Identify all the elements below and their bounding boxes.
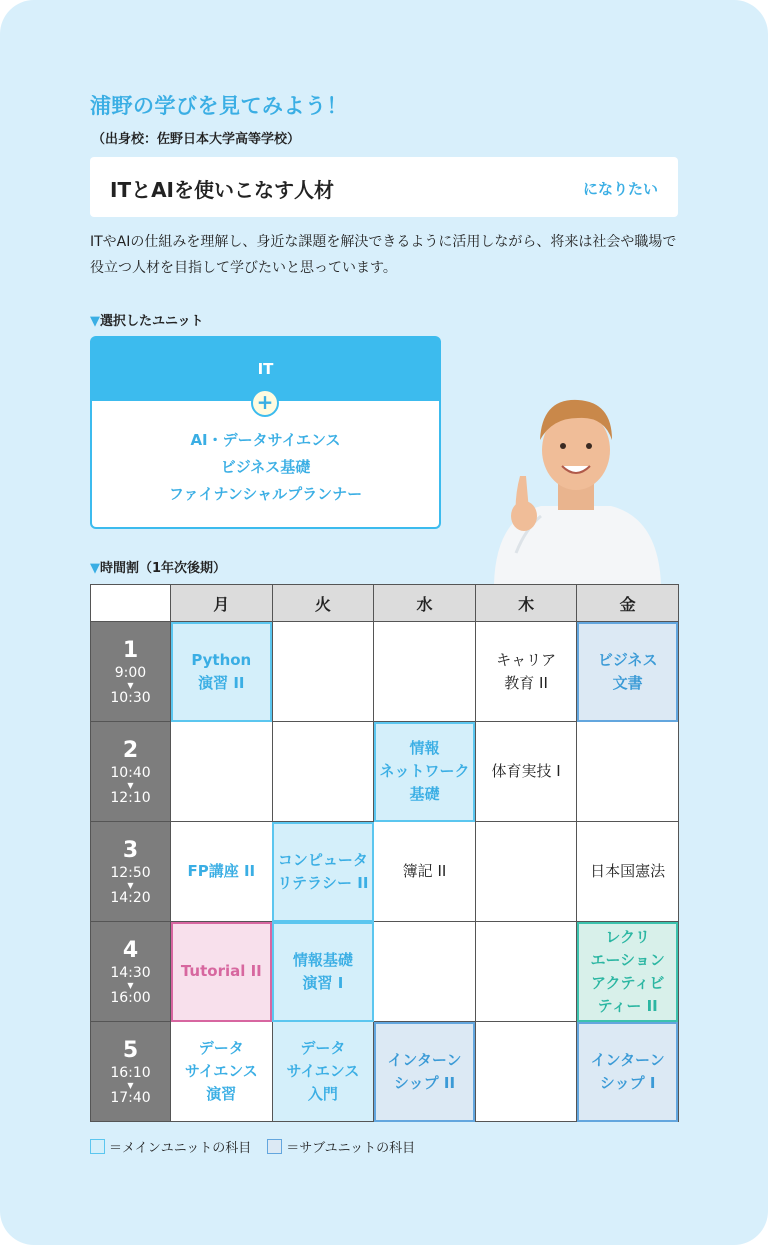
goal-suffix: になりたい	[582, 180, 658, 198]
period-number: 1	[122, 637, 139, 663]
sub-unit-swatch	[267, 1139, 282, 1154]
sub-unit-item: ファイナンシャルプランナー	[168, 484, 363, 503]
period-start: 10:40	[110, 764, 151, 781]
period-end: 14:20	[110, 889, 151, 906]
class-cell	[171, 722, 273, 822]
timetable-row	[91, 922, 679, 1022]
main-unit-swatch	[90, 1139, 105, 1154]
day-header: 火	[272, 585, 374, 622]
period-number: 3	[122, 837, 139, 863]
legend	[90, 1137, 415, 1156]
class-cell	[272, 622, 374, 722]
class-cell: 情報基礎 演習 I	[272, 922, 374, 1022]
period-start: 12:50	[110, 864, 151, 881]
timetable-row	[91, 822, 679, 922]
class-cell	[475, 1022, 577, 1122]
units-label	[90, 310, 203, 329]
class-cell	[475, 822, 577, 922]
class-cell: データ サイエンス 演習	[171, 1022, 273, 1122]
class-cell: 情報 ネットワーク 基礎	[374, 722, 476, 822]
period-end: 10:30	[110, 689, 151, 706]
class-cell: インターン シップ I	[577, 1022, 679, 1122]
class-cell: レクリ エーション アクティビ ティー II	[577, 922, 679, 1022]
class-cell: データ サイエンス 入門	[272, 1022, 374, 1122]
main-unit: IT	[90, 336, 441, 402]
period-start: 9:00	[114, 664, 147, 681]
period-cell	[91, 722, 171, 822]
intro-title: 浦野の学びを見てみよう！	[90, 94, 348, 118]
units-label-text: 選択したユニット	[100, 314, 204, 329]
timetable-row	[91, 722, 679, 822]
class-cell	[475, 922, 577, 1022]
timetable-label-text: 時間割（1年次後期）	[100, 561, 227, 576]
period-arrow-icon: ▼	[127, 980, 134, 990]
period-arrow-icon: ▼	[127, 1080, 134, 1090]
period-end: 12:10	[110, 789, 151, 806]
class-cell	[577, 722, 679, 822]
plus-icon: +	[251, 389, 279, 417]
timetable-header-row	[91, 585, 679, 622]
triangle-marker-icon: ▼	[90, 314, 100, 329]
class-cell	[374, 922, 476, 1022]
class-cell: キャリア 教育 II	[475, 622, 577, 722]
legend-main: ＝メインユニットの科目	[109, 1141, 252, 1156]
period-start: 16:10	[110, 1064, 151, 1081]
sub-unit-item: ビジネス基礎	[220, 457, 311, 476]
class-cell	[374, 622, 476, 722]
period-end: 16:00	[110, 989, 151, 1006]
period-arrow-icon: ▼	[127, 680, 134, 690]
timetable-row	[91, 1022, 679, 1122]
day-header: 木	[475, 585, 577, 622]
period-cell	[91, 922, 171, 1022]
class-cell: FP講座 II	[171, 822, 273, 922]
school-name: （出身校：佐野日本大学高等学校）	[92, 132, 301, 147]
student-photo	[486, 388, 666, 584]
period-arrow-icon: ▼	[127, 880, 134, 890]
period-cell	[91, 1022, 171, 1122]
period-cell	[91, 622, 171, 722]
goal-box	[90, 157, 678, 217]
class-cell: 日本国憲法	[577, 822, 679, 922]
class-cell: Tutorial II	[171, 922, 273, 1022]
class-cell	[272, 722, 374, 822]
class-cell: 体育実技 I	[475, 722, 577, 822]
corner-cell	[91, 585, 171, 622]
class-cell: 簿記 II	[374, 822, 476, 922]
description: ITやAIの仕組みを理解し、身近な課題を解決できるように活用しながら、将来は社会や職場で役立つ人材を目指して学びたいと思っています。	[90, 234, 677, 276]
period-start: 14:30	[110, 964, 151, 981]
triangle-marker-icon: ▼	[90, 561, 100, 576]
period-arrow-icon: ▼	[127, 780, 134, 790]
timetable-row	[91, 622, 679, 722]
sub-unit-item: AI・データサイエンス	[190, 430, 341, 449]
period-number: 5	[122, 1037, 139, 1063]
legend-sub: ＝サブユニットの科目	[286, 1141, 416, 1156]
class-cell: Python 演習 II	[171, 622, 273, 722]
day-header: 水	[374, 585, 476, 622]
class-cell: ビジネス 文書	[577, 622, 679, 722]
class-cell: コンピュータ リテラシー II	[272, 822, 374, 922]
timetable	[90, 584, 679, 1122]
period-number: 4	[122, 937, 139, 963]
period-end: 17:40	[110, 1089, 151, 1106]
sub-units	[90, 401, 441, 529]
class-cell: インターン シップ II	[374, 1022, 476, 1122]
period-number: 2	[122, 737, 139, 763]
day-header: 金	[577, 585, 679, 622]
goal-text: ITとAIを使いこなす人材	[110, 178, 335, 202]
day-header: 月	[171, 585, 273, 622]
timetable-label	[90, 557, 226, 576]
period-cell	[91, 822, 171, 922]
